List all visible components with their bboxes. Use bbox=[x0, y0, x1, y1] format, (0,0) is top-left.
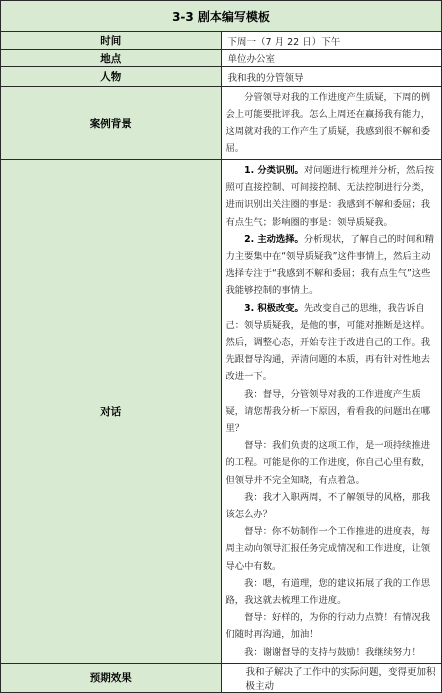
dialog-line: 我：谢谢督导的支持与鼓励！我继续努力！ bbox=[244, 646, 421, 658]
table-title: 3-3 剧本编写模板 bbox=[1, 1, 442, 32]
person-value: 我和我的分管领导 bbox=[221, 67, 442, 87]
effect-value: 我和子解决了工作中的实际问题，变得更加积极主动 bbox=[221, 663, 442, 692]
case-label: 案例背景 bbox=[1, 87, 222, 160]
row-case bbox=[1, 87, 442, 160]
dialog-step-classify bbox=[226, 162, 436, 231]
step-classify-heading: 1. 分类识别。 bbox=[244, 165, 304, 176]
row-effect bbox=[1, 663, 442, 692]
case-value: 分管领导对我的工作进度产生质疑，下周的例会上可能要批评我。怎么上周还在赢扬我有能力，这周就对我的工作产生了质疑，我感到很不解和委屈。 bbox=[221, 87, 442, 160]
row-place bbox=[1, 50, 442, 67]
step-change-heading: 3. 积极改变。 bbox=[244, 302, 304, 314]
place-value: 单位办公室 bbox=[221, 50, 442, 67]
row-dialog bbox=[1, 160, 442, 664]
person-label: 人物 bbox=[1, 67, 222, 87]
row-time bbox=[1, 32, 442, 50]
dialog-line: 我：嗯，有道理，您的建议拓展了我的工作思路，我这就去梳理工作进度。 bbox=[225, 577, 431, 607]
row-person bbox=[1, 67, 442, 87]
dialog-line: 督导：你不妨制作一个工作推进的进度表，每周主动向领导汇报任务完成情况和工作进度，让领导心中有数。 bbox=[225, 526, 431, 572]
step-choose-heading: 2. 主动选择。 bbox=[244, 233, 304, 245]
dialog-step-choose bbox=[226, 231, 436, 300]
step-classify-text: 对问题进行梳理并分析，然后按照可直接控制、可间接控制、无法控制进行分类，进而识别出关注圈的事是：我感到不解和委屈；我有点生气；影响圈的事是：领导质疑我。 bbox=[225, 165, 434, 228]
time-label: 时间 bbox=[1, 32, 222, 50]
step-choose-text: 分析现状，了解自己的时间和精力主要集中在“领导质疑我”这件事情上，然后主动选择专注于“我感到不解和委屈；我有点生气”这些我能够控制的事情上。 bbox=[225, 233, 434, 297]
place-label: 地点 bbox=[1, 50, 222, 67]
dialog-line: 督导：好样的，为你的行动力点赞！有情况我们随时再沟通，加油！ bbox=[225, 612, 431, 641]
effect-label: 预期效果 bbox=[1, 663, 222, 692]
dialog-line: 我：督导，分管领导对我的工作进度产生质疑，请您帮我分析一下原因，看看我的问题出在哪里？ bbox=[225, 388, 431, 435]
dialog-content bbox=[221, 160, 442, 664]
dialog-label: 对话 bbox=[1, 160, 222, 664]
dialog-line: 督导：我们负责的这项工作，是一项持续推进的工程。可能是你的工作进度，你自己心里有数，但领导并不完全知晓，有点着急。 bbox=[225, 440, 431, 486]
time-value: 下周一（7 月 22 日）下午 bbox=[221, 32, 442, 50]
dialog-step-change bbox=[226, 300, 436, 386]
dialog-line: 我：我才入职两周，不了解领导的风格，那我该怎么办？ bbox=[225, 491, 431, 521]
step-change-text: 先改变自己的思维，我告诉自己：领导质疑我，是他的事，可能对推断是这样。然后，调整心态，开始专注于改进自己的工作。我先跟督导沟通，弄清问题的本质，再有针对性地去改进一下。 bbox=[225, 302, 431, 383]
